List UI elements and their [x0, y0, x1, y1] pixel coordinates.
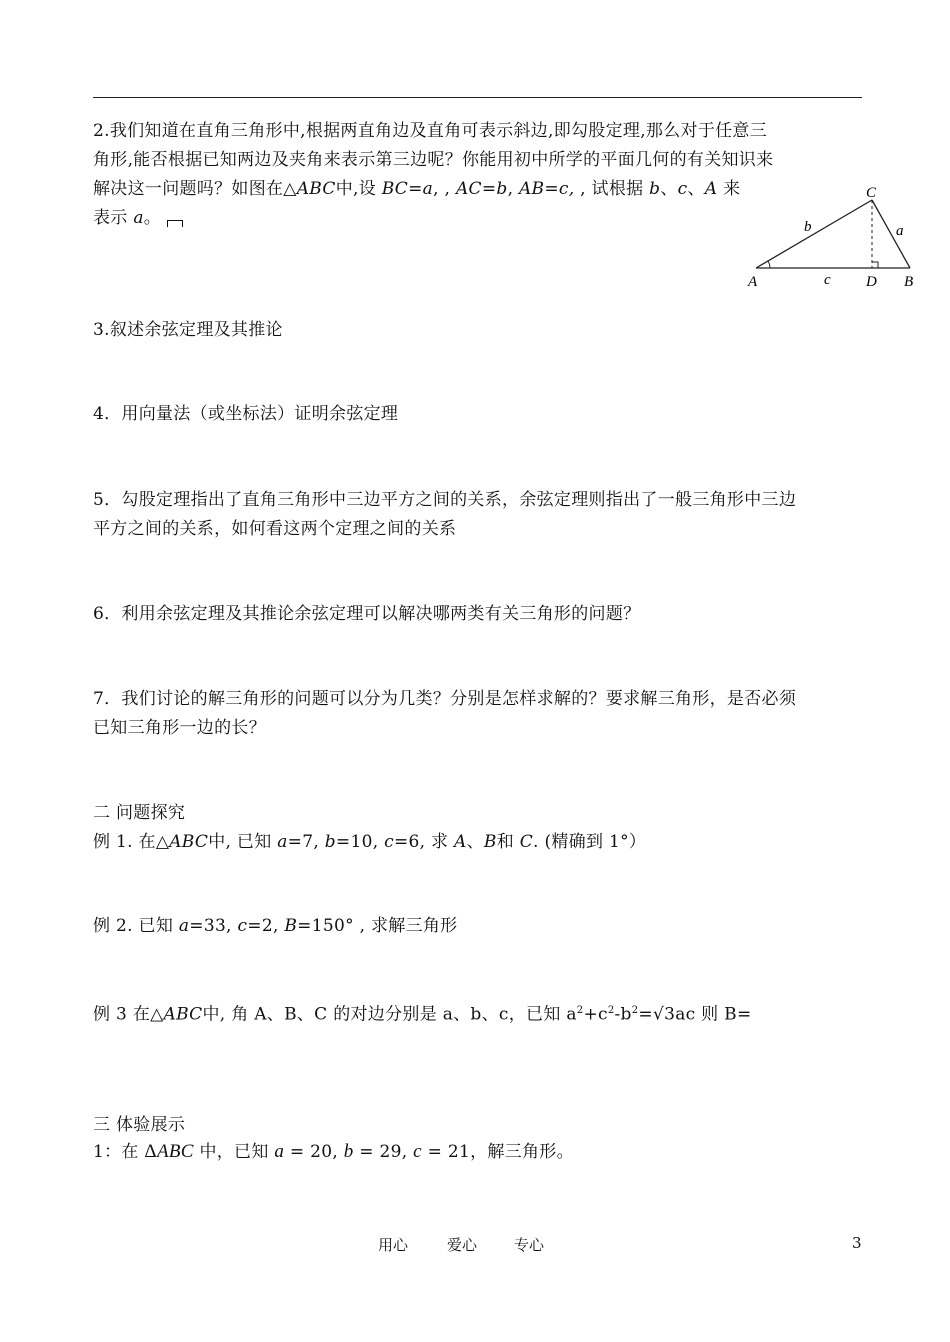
label-point-d: D	[866, 274, 877, 290]
page-number: 3	[852, 1234, 862, 1252]
header-rule	[93, 97, 862, 98]
q2-line3: 解决这一问题吗？如图在△ABC中,设 BC=a, , AC=b, AB=c, , 试根据 b、c、A 来	[93, 179, 741, 199]
label-vertex-c: C	[866, 185, 877, 201]
side-a	[872, 200, 910, 268]
q5-line2: 平方之间的关系，如何看这两个定理之间的关系	[93, 519, 457, 539]
sqrt-3: √3	[652, 1004, 676, 1025]
experience-1: 1：在 ΔABC 中，已知 a = 20, b = 29, c = 21，解三角形。	[93, 1141, 574, 1162]
q2-line2: 角形,能否根据已知两边及夹角来表示第三边呢？你能用初中所学的平面几何的有关知识来	[93, 150, 774, 170]
q2-line4: 表示 a。	[93, 204, 183, 232]
example-1: 例 1. 在△ABC中, 已知 a=7, b=10, c=6, 求 A、B和 C. (精确到 1°）	[93, 832, 647, 852]
side-b	[756, 200, 872, 268]
section-3-heading: 三 体验展示	[93, 1115, 186, 1135]
q4: 4．用向量法（或坐标法）证明余弦定理	[93, 404, 399, 424]
section-2-heading: 二 问题探究	[93, 803, 186, 823]
q7-line2: 已知三角形一边的长？	[93, 718, 266, 738]
q3: 3.叙述余弦定理及其推论	[93, 320, 283, 340]
label-vertex-a: A	[748, 274, 758, 290]
label-vertex-b: B	[904, 274, 914, 290]
q2-line1: 2.我们知道在直角三角形中,根据两直角边及直角可表示斜边,即勾股定理,那么对于任意三	[93, 121, 768, 141]
q5-line1: 5．勾股定理指出了直角三角形中三边平方之间的关系，余弦定理则指出了一般三角形中三边	[93, 490, 797, 510]
footer-motto-3: 专心	[514, 1236, 545, 1254]
footer-motto-2: 爱心	[447, 1236, 478, 1254]
triangle-figure	[744, 183, 924, 293]
right-angle-mark	[872, 262, 878, 268]
label-side-b: b	[804, 219, 812, 235]
example-2: 例 2. 已知 a=33, c=2, B=150° , 求解三角形	[93, 916, 458, 936]
angle-a-arc	[768, 261, 770, 268]
label-side-a: a	[896, 223, 904, 239]
label-side-c: c	[824, 272, 831, 288]
footer-motto-1: 用心	[378, 1236, 409, 1254]
caret-mark	[167, 220, 183, 227]
example-3: 例 3 在△ABC中, 角 A、B、C 的对边分别是 a、b、c，已知 $a^2+c^2-b^2=√3ac$ 则 B=	[93, 1004, 752, 1025]
q6: 6．利用余弦定理及其推论余弦定理可以解决哪两类有关三角形的问题？	[93, 604, 641, 624]
q7-line1: 7．我们讨论的解三角形的问题可以分为几类？分别是怎样求解的？要求解三角形，是否必须	[93, 689, 797, 709]
